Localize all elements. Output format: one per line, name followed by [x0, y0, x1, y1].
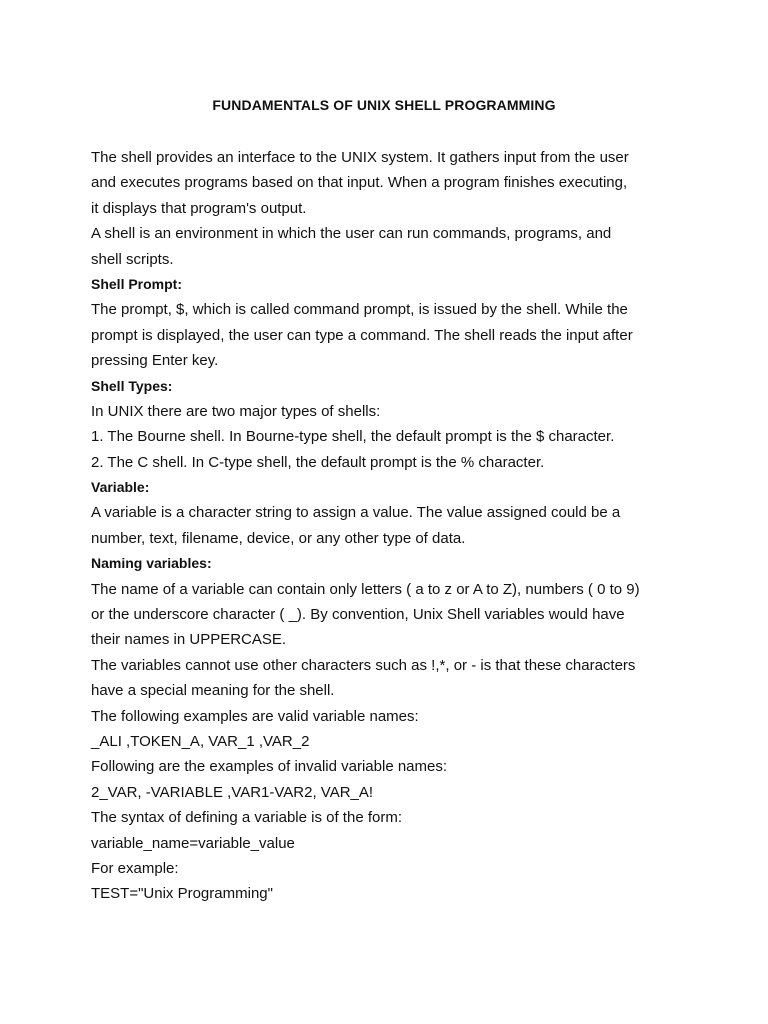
body-text-line: The shell provides an interface to the UNIX system. It gathers input from the user: [91, 149, 629, 166]
body-text-line: it displays that program's output.: [91, 199, 307, 217]
body-text-line: pressing Enter key.: [91, 352, 219, 370]
document-body: [91, 145, 681, 907]
body-text-line: A shell is an environment in which the user can run commands, programs, and: [91, 225, 612, 243]
body-text-line: or the underscore character ( _). By convention, Unix Shell variables would have: [91, 606, 625, 624]
section-heading: Shell Types:: [91, 377, 173, 394]
body-text-line: TEST="Unix Programming": [91, 885, 273, 903]
body-text-line: variable_name=variable_value: [91, 834, 295, 852]
section-heading: Variable:: [91, 479, 150, 496]
body-text-line: The prompt, $, which is called command prompt, is issued by the shell. While the: [91, 301, 628, 319]
document-title: FUNDAMENTALS OF UNIX SHELL PROGRAMMING: [212, 97, 556, 113]
section-heading: Naming variables:: [91, 555, 212, 572]
body-text-line: their names in UPPERCASE.: [91, 631, 287, 649]
body-text-line: 1. The Bourne shell. In Bourne-type shell, the default prompt is the $ character.: [91, 428, 615, 446]
body-text-line: and executes programs based on that input. When a program finishes executing,: [91, 174, 628, 192]
section-heading: Shell Prompt:: [91, 275, 183, 292]
body-text-line: The name of a variable can contain only letters ( a to z or A to Z), numbers ( 0 to 9): [91, 580, 640, 598]
body-text-line: The variables cannot use other characters such as !,*, or - is that these characters: [91, 656, 636, 674]
body-text-line: 2_VAR, -VARIABLE ,VAR1-VAR2, VAR_A!: [91, 783, 374, 801]
body-text-line: _ALI ,TOKEN_A, VAR_1 ,VAR_2: [91, 732, 310, 750]
body-text-line: Following are the examples of invalid variable names:: [91, 758, 448, 776]
body-text-line: shell scripts.: [91, 250, 174, 268]
body-text-line: have a special meaning for the shell.: [91, 682, 335, 700]
body-text-line: For example:: [91, 859, 179, 877]
body-text-line: The following examples are valid variable names:: [91, 707, 419, 725]
body-text-line: 2. The C shell. In C-type shell, the default prompt is the % character.: [91, 453, 545, 471]
body-text-line: number, text, filename, device, or any other type of data.: [91, 529, 466, 547]
body-text-line: The syntax of defining a variable is of the form:: [91, 809, 402, 827]
body-text-line: prompt is displayed, the user can type a command. The shell reads the input after: [91, 326, 633, 344]
body-text-line: A variable is a character string to assign a value. The value assigned could be a: [91, 504, 621, 522]
body-text-line: In UNIX there are two major types of shells:: [91, 402, 381, 420]
